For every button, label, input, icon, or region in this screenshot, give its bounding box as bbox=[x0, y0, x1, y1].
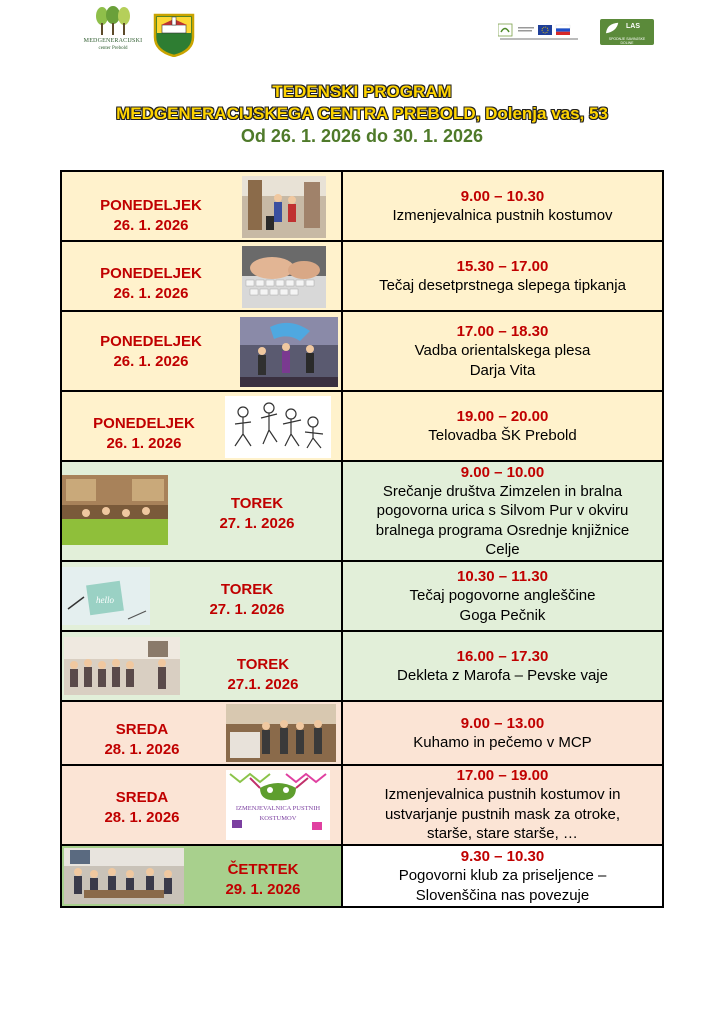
dance-photo bbox=[240, 317, 338, 387]
activity-cell bbox=[341, 562, 664, 632]
day-cell bbox=[60, 562, 343, 632]
day-label: TOREK 27. 1. 2026 bbox=[209, 581, 285, 618]
activity-line: bralnega programa Osrednje knjižnice bbox=[375, 521, 630, 539]
day-cell bbox=[60, 846, 343, 908]
day-cell bbox=[60, 462, 343, 562]
schedule-row bbox=[60, 392, 664, 462]
logo-subtitle: center Prebold bbox=[98, 46, 128, 51]
activity-line: Kuhamo in pečemo v MCP bbox=[413, 733, 592, 751]
activity-line: Goga Pečnik bbox=[459, 606, 546, 624]
logo-name: MEDGENERACIJSKI bbox=[83, 38, 143, 44]
activity-cell bbox=[341, 846, 664, 908]
medgeneracijski-logo bbox=[83, 6, 143, 58]
time-label: 19.00 – 20.00 bbox=[456, 407, 549, 425]
time-label: 17.00 – 18.30 bbox=[456, 323, 549, 340]
schedule-row bbox=[60, 632, 664, 702]
activity-line: Telovadba ŠK Prebold bbox=[428, 426, 577, 444]
day-label: SREDA 28. 1. 2026 bbox=[104, 789, 180, 826]
time-label: 9.00 – 10.30 bbox=[460, 187, 545, 205]
day-label: PONEDELJEK 26. 1. 2026 bbox=[100, 197, 202, 234]
activity-cell bbox=[341, 702, 664, 766]
activity-line: Izmenjevalnica pustnih kostumov bbox=[392, 206, 613, 224]
time-label: 9.00 – 13.00 bbox=[460, 714, 545, 732]
day-label: TOREK 27.1. 2026 bbox=[227, 656, 299, 693]
activity-line: Celje bbox=[485, 541, 520, 558]
time-label: 9.00 – 10.00 bbox=[460, 463, 545, 481]
day-cell bbox=[60, 170, 343, 242]
carnival-poster bbox=[226, 770, 330, 840]
typing-photo bbox=[242, 246, 326, 308]
hello-photo bbox=[62, 567, 150, 625]
activity-line: pogovorna urica s Silvom Pur v okviru bbox=[376, 502, 629, 519]
schedule-row bbox=[60, 562, 664, 632]
singing-photo bbox=[64, 637, 180, 695]
activity-cell bbox=[341, 242, 664, 312]
leaf-icon bbox=[604, 21, 622, 35]
poster-title: IZMENJEVALNICA PUSTNIH KOSTUMOV bbox=[235, 805, 321, 822]
svg-text:hello: hello bbox=[96, 595, 114, 605]
las-logo bbox=[600, 19, 654, 45]
schedule-row bbox=[60, 846, 664, 908]
schedule-row bbox=[60, 312, 664, 392]
schedule-row bbox=[60, 170, 664, 242]
activity-line: Darja Vita bbox=[469, 361, 536, 379]
schedule-row bbox=[60, 242, 664, 312]
activity-cell bbox=[341, 462, 664, 562]
reading-photo bbox=[62, 475, 168, 545]
schedule-row bbox=[60, 462, 664, 562]
activity-line: Tečaj desetprstnega slepega tipkanja bbox=[379, 276, 626, 294]
activity-line: starše, stare starše, … bbox=[427, 825, 578, 843]
time-label: 16.00 – 17.30 bbox=[456, 647, 549, 665]
schedule-row bbox=[60, 702, 664, 766]
exercise-drawing bbox=[225, 396, 331, 458]
activity-cell bbox=[341, 766, 664, 846]
time-label: 10.30 – 11.30 bbox=[457, 568, 548, 585]
day-cell bbox=[60, 632, 343, 702]
activity-line: Pogovorni klub za priseljence – bbox=[398, 867, 607, 884]
activity-cell bbox=[341, 170, 664, 242]
day-label: PONEDELJEK 26. 1. 2026 bbox=[93, 415, 195, 452]
date-range: Od 26. 1. 2026 do 30. 1. 2026 bbox=[240, 126, 484, 146]
activity-cell bbox=[341, 632, 664, 702]
activity-line: Slovenščina nas povezuje bbox=[415, 886, 590, 904]
prebold-crest-icon bbox=[153, 13, 195, 57]
day-cell bbox=[60, 312, 343, 392]
day-label: ČETRTEK 29. 1. 2026 bbox=[225, 861, 301, 898]
cooking-photo bbox=[226, 704, 336, 762]
club-photo bbox=[64, 848, 184, 904]
day-cell bbox=[60, 242, 343, 312]
activity-line: Izmenjevalnica pustnih kostumov in bbox=[384, 786, 621, 804]
program-title: TEDENSKI PROGRAM bbox=[272, 82, 452, 101]
eu-funding-logos bbox=[498, 22, 582, 46]
time-label: 9.30 – 10.30 bbox=[460, 848, 545, 865]
center-title: MEDGENERACIJSKEGA CENTRA PREBOLD, Dolenja vas, 53 bbox=[116, 104, 608, 123]
activity-line: Vadba orientalskega plesa bbox=[414, 342, 591, 359]
activity-line: Srečanje društva Zimzelen in bralna bbox=[382, 482, 623, 500]
las-label: LAS bbox=[626, 23, 640, 30]
day-cell bbox=[60, 766, 343, 846]
day-cell bbox=[60, 702, 343, 766]
day-label: TOREK 27. 1. 2026 bbox=[219, 495, 295, 532]
activity-line: Dekleta z Marofa – Pevske vaje bbox=[397, 666, 608, 684]
activity-cell bbox=[341, 312, 664, 392]
schedule-table bbox=[60, 170, 664, 908]
trees-icon bbox=[95, 6, 131, 36]
time-label: 15.30 – 17.00 bbox=[456, 257, 549, 275]
las-slogan: SPODNJE SAVINJSKE DOLINE bbox=[608, 37, 646, 45]
day-label: SREDA 28. 1. 2026 bbox=[104, 721, 180, 758]
activity-cell bbox=[341, 392, 664, 462]
schedule-row bbox=[60, 766, 664, 846]
day-label: PONEDELJEK 26. 1. 2026 bbox=[100, 265, 202, 302]
activity-line: ustvarjanje pustnih mask za otroke, bbox=[384, 805, 621, 823]
activity-line: Tečaj pogovorne angleščine bbox=[409, 587, 596, 604]
day-cell bbox=[60, 392, 343, 462]
costume-swap-photo bbox=[242, 176, 326, 238]
time-label: 17.00 – 19.00 bbox=[456, 767, 549, 785]
day-label: PONEDELJEK 26. 1. 2026 bbox=[100, 333, 202, 370]
